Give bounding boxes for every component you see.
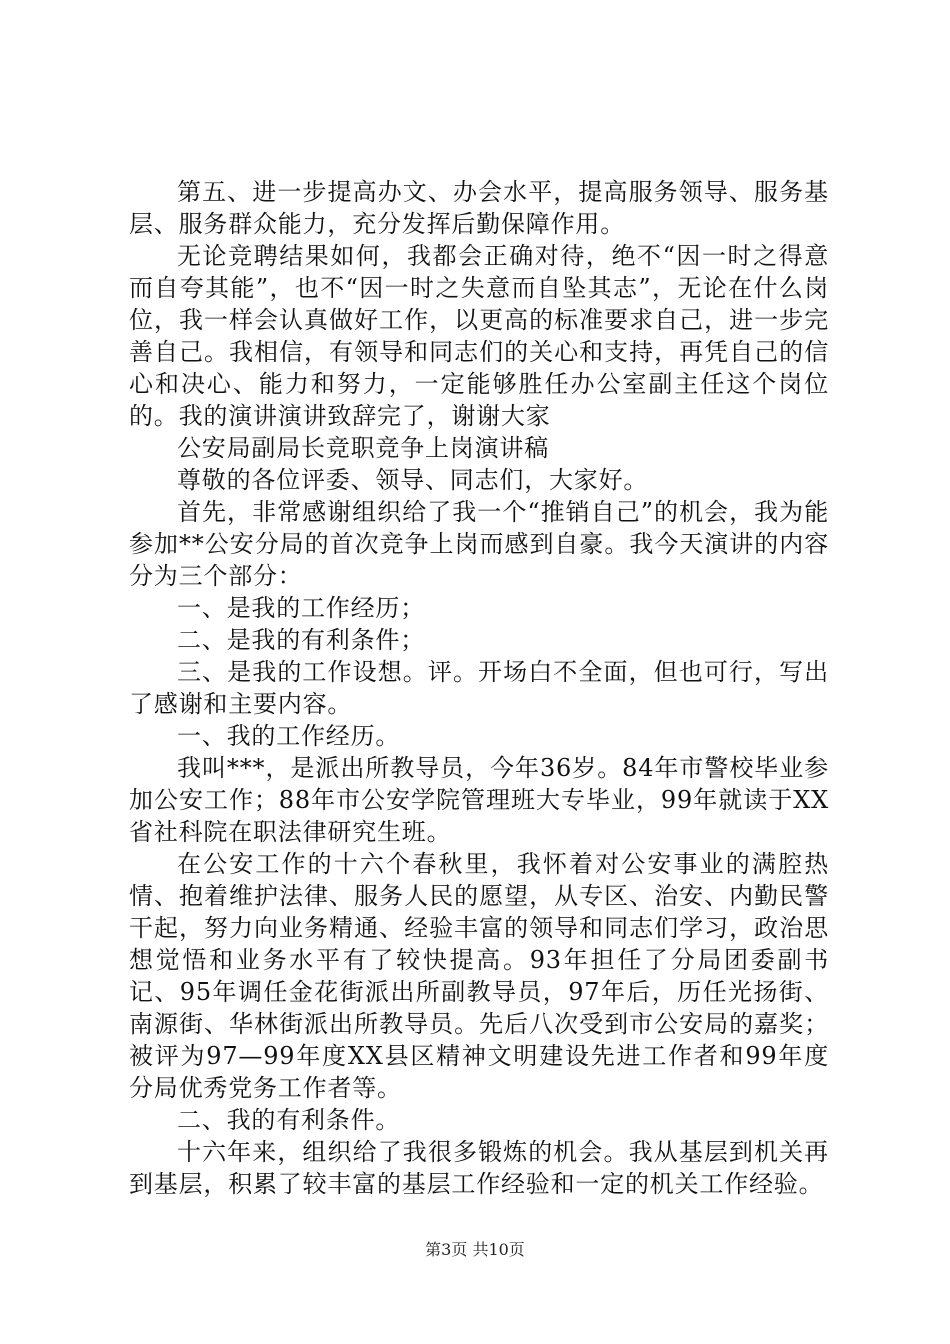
- greeting: 尊敬的各位评委、领导、同志们，大家好。: [177, 466, 649, 494]
- paragraph-1: 第五、进一步提高办文、办会水平，提高服务领导、服务基层、服务群众能力，充分发挥后勤保障作用。: [129, 178, 829, 238]
- paragraph-intro: 首先，非常感谢组织给了我一个“推销自己”的机会，我为能参加**公安分局的首次竞争上岗而感到自豪。我今天演讲的内容分为三个部分：: [129, 498, 829, 590]
- paragraph-2: 无论竞聘结果如何，我都会正确对待，绝不“因一时之得意而自夸其能”，也不“因一时之失意而自坠其志”，无论在什么岗位，我一样会认真做好工作，以更高的标准要求自己，进一步完善自己。我相信，有领导和同志们的关心和支持，再凭自己的信心和决心、能力和努力，一定能够胜任办公室副主任这个岗位的。我的演讲演讲致辞完了，谢谢大家: [129, 242, 829, 430]
- page-footer: 第3页 共10页: [425, 1240, 525, 1259]
- outline-item-3: 三、是我的工作设想。评。开场白不全面，但也可行，写出了感谢和主要内容。: [129, 658, 829, 718]
- paragraph-career: 在公安工作的十六个春秋里，我怀着对公安事业的满腔热情、抱着维护法律、服务人民的愿望，从专区、治安、内勤民警干起，努力向业务精通、经验丰富的领导和同志们学习，政治思想觉悟和业务水平有了较快提高。93年担任了分局团委副书记、95年调任金花街派出所副教导员，97年后，历任光扬街、南源街、华林街派出所教导员。先后八次受到市公安局的嘉奖；被评为97—99年度XX县区精神文明建设先进工作者和99年度分局优秀党务工作者等。: [129, 850, 829, 1102]
- paragraph-background: 我叫***，是派出所教导员，今年36岁。84年市警校毕业参加公安工作；88年市公安学院管理班大专毕业，99年就读于XX省社科院在职法律研究生班。: [129, 754, 829, 846]
- section-heading-1: 一、我的工作经历。: [177, 722, 401, 750]
- paragraph-experience: 十六年来，组织给了我很多锻炼的机会。我从基层到机关再到基层，积累了较丰富的基层工作经验和一定的机关工作经验。: [129, 1138, 829, 1198]
- speech-title: 公安局副局长竞职竞争上岗演讲稿: [177, 434, 549, 462]
- outline-item-2: 二、是我的有利条件；: [177, 626, 425, 654]
- outline-item-1: 一、是我的工作经历；: [177, 594, 425, 622]
- document-body: [129, 176, 829, 1200]
- section-heading-2: 二、我的有利条件。: [177, 1106, 401, 1134]
